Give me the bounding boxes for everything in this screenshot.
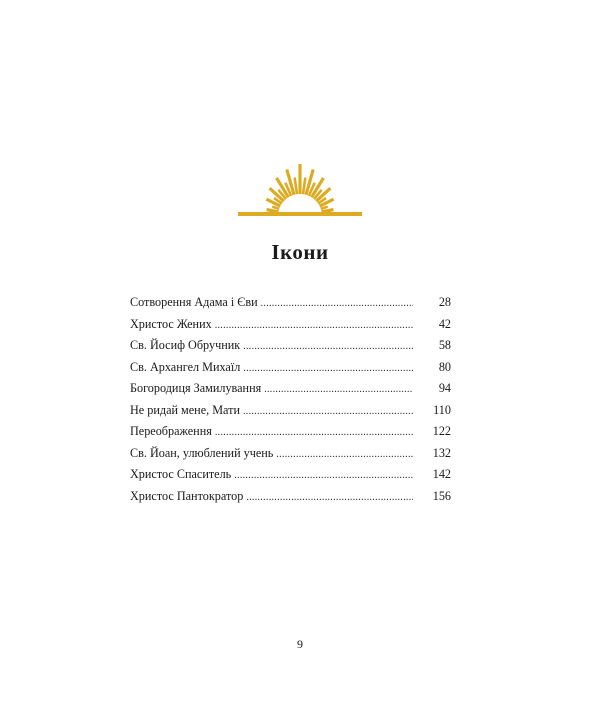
toc-entry-page: 142 bbox=[432, 467, 451, 481]
page-title: Ікони bbox=[271, 240, 329, 264]
toc-leader-dots bbox=[246, 487, 413, 509]
toc-leader-dots bbox=[215, 422, 413, 444]
toc-entry-title: Богородиця Замилування bbox=[130, 381, 262, 395]
toc-entry bbox=[130, 464, 451, 486]
sun-ray bbox=[267, 210, 279, 212]
toc-entry-page: 42 bbox=[438, 316, 451, 331]
toc-leader-dots bbox=[243, 401, 413, 423]
toc-entry-title: Сотворення Адама і Єви bbox=[130, 295, 258, 309]
rising-sun-icon bbox=[230, 158, 370, 220]
toc-entry-page: 132 bbox=[432, 445, 451, 460]
toc-entry-title: Христос Пантократор bbox=[130, 488, 244, 503]
toc-leader-dots bbox=[243, 358, 413, 380]
toc-entry bbox=[130, 292, 451, 314]
sun-ray bbox=[321, 207, 328, 209]
toc-leader-dots bbox=[243, 336, 413, 358]
toc-leader-dots bbox=[261, 293, 413, 315]
toc-entry-page: 58 bbox=[438, 338, 451, 352]
toc-leader-dots bbox=[234, 465, 413, 487]
toc-entry-page: 80 bbox=[438, 359, 451, 374]
toc-entry-page: 94 bbox=[438, 381, 451, 395]
toc-entry bbox=[130, 378, 451, 400]
toc-entry-title: Переображення bbox=[130, 424, 212, 438]
toc-entry-title: Св. Йоан, улюблений учень bbox=[130, 445, 274, 460]
toc-entry-page: 110 bbox=[433, 402, 451, 417]
toc-entry bbox=[130, 400, 451, 422]
toc-entry-title: Св. Йосиф Обручник bbox=[130, 338, 241, 352]
sun-ray bbox=[272, 207, 279, 209]
toc-entry bbox=[130, 335, 451, 357]
toc-entry-page: 156 bbox=[432, 488, 451, 503]
sun-ray bbox=[295, 178, 297, 195]
toc-entry-page: 28 bbox=[438, 295, 451, 309]
toc-entry bbox=[130, 421, 451, 443]
table-of-contents bbox=[130, 292, 451, 507]
toc-leader-dots bbox=[215, 315, 413, 337]
toc-entry-title: Христос Спаситель bbox=[130, 467, 232, 481]
page-number: 9 bbox=[297, 637, 303, 651]
toc-leader-dots bbox=[276, 444, 413, 466]
toc-entry bbox=[130, 357, 451, 379]
sun-ray bbox=[303, 178, 305, 195]
sun-horizon-line bbox=[238, 212, 362, 216]
toc-entry bbox=[130, 486, 451, 508]
toc-entry bbox=[130, 443, 451, 465]
toc-leader-dots bbox=[264, 379, 413, 401]
sun-ray bbox=[322, 210, 334, 212]
toc-entry-title: Христос Жених bbox=[130, 316, 212, 331]
toc-entry-title: Не ридай мене, Мати bbox=[130, 402, 240, 417]
toc-entry bbox=[130, 314, 451, 336]
toc-entry-title: Св. Архангел Михаїл bbox=[130, 359, 241, 374]
toc-entry-page: 122 bbox=[432, 424, 451, 438]
